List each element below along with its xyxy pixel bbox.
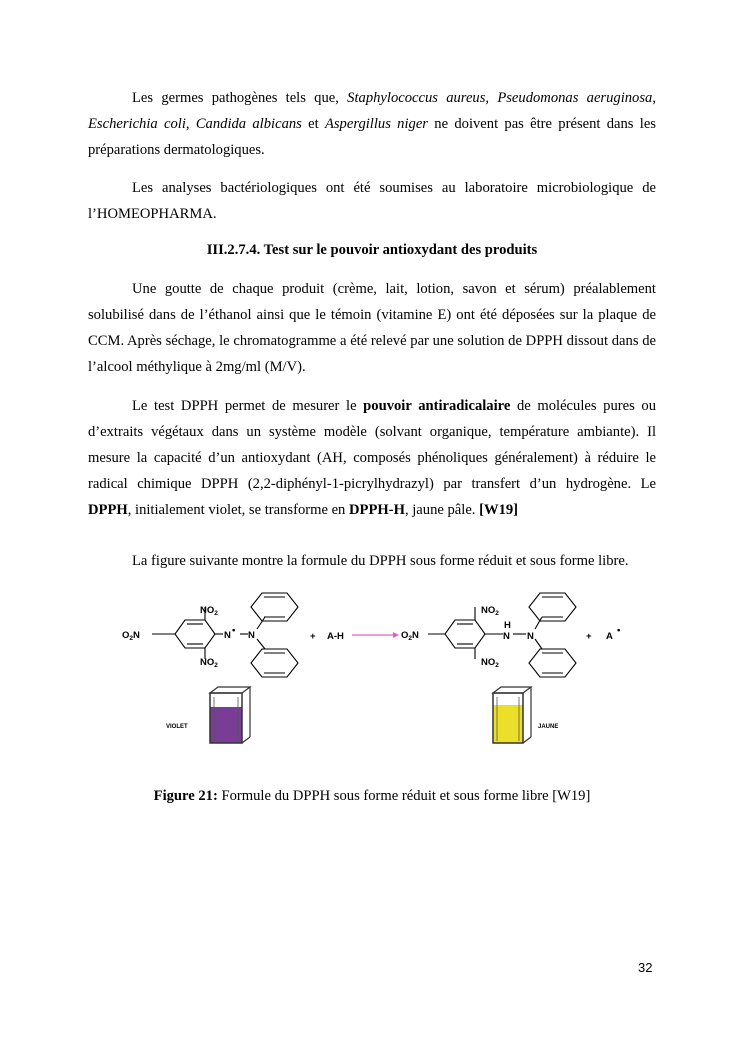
page-number: 32 bbox=[638, 960, 653, 975]
plus-sign-2: + bbox=[586, 631, 592, 642]
violet-cuvette bbox=[210, 687, 250, 743]
species-staphylococcus: Staphylococcus aureus bbox=[347, 90, 486, 106]
nitrogen-amine-left: N bbox=[248, 630, 255, 641]
figure-caption-text: Formule du DPPH sous forme réduit et sous forme libre [W19] bbox=[217, 788, 591, 804]
species-escherichia: Escherichia coli bbox=[88, 116, 186, 132]
o2n-left: $O_2N$ bbox=[122, 630, 140, 642]
reagent-ah: A-H bbox=[327, 631, 344, 642]
term-dpph: DPPH bbox=[88, 502, 128, 518]
species-pseudomonas: Pseudomonas aeruginosa bbox=[497, 90, 653, 106]
paragraph-figure-intro: La figure suivante montre la formule du DPPH sous forme réduit et sous forme libre. bbox=[132, 553, 629, 569]
paragraph-method: Une goutte de chaque produit (crème, lait, lotion, savon et sérum) préalablement solubilisé dans de l’éthanol ainsi que le témoin (vitamine E) ont été déposées sur la plaque de CCM. Après séchage, le chromatogramme a été relevé par une solution de DPPH dissout dans de l’alcool méthylique à 2mg/ml (M/V). bbox=[88, 281, 656, 375]
paragraph-bacteriology: Les analyses bactériologiques ont été soumises au laboratoire microbiologique de l’HOMEOPHARMA. bbox=[88, 180, 656, 222]
product-a: A bbox=[606, 631, 613, 642]
figure-caption bbox=[88, 786, 656, 806]
nitrogen-amine-right: N bbox=[527, 631, 534, 642]
hydrogen-atom: H bbox=[504, 620, 511, 631]
tube-label-jaune: JAUNE bbox=[538, 724, 559, 730]
dpph-reaction-figure bbox=[0, 585, 745, 755]
no2-bottom-left: $NO_2$ bbox=[200, 657, 218, 669]
species-candida: Candida albicans bbox=[195, 116, 302, 132]
radical-dot-left: • bbox=[232, 625, 236, 636]
o2n-right: $O_2N$ bbox=[401, 630, 419, 642]
figure-caption-label: Figure 21: bbox=[153, 788, 218, 804]
violet-solution bbox=[210, 707, 242, 743]
no2-bottom-right: $NO_2$ bbox=[481, 657, 499, 669]
reference-w19: [W19] bbox=[479, 502, 519, 518]
reaction-arrow-head bbox=[393, 632, 399, 638]
no2-top-right: $NO_2$ bbox=[481, 605, 499, 617]
term-dpph-h: DPPH-H bbox=[349, 502, 405, 518]
yellow-cuvette bbox=[493, 687, 531, 743]
paragraph-dpph-test: Le test DPPH permet de mesurer le pouvoir antiradicalaire de molécules pures ou d’extraits végétaux dans un système modèle (solvant organique, température ambiante). Il mesure la capacité d’un antioxydant (AH, composés phénoliques généralement) à réduire le radical chimique DPPH (2,2-diphényl-1-picrylhydrazyl) par transfert d’un hydrogène. Le DPPH, initialement violet, se transforme en DPPH-H, jaune pâle. [W19] bbox=[88, 398, 656, 518]
species-aspergillus: Aspergillus niger bbox=[324, 116, 428, 132]
paragraph-pathogens: Les germes pathogènes tels que, Staphylococcus aureus, Pseudomonas aeruginosa, Escherichia coli, Candida albicans et Aspergillus niger ne doivent pas être présent dans les préparations dermatologiques. bbox=[88, 90, 656, 158]
tube-label-violet: VIOLET bbox=[166, 724, 188, 730]
dpph-h-structure bbox=[428, 593, 576, 677]
nitrogen-radical-left: N bbox=[224, 630, 231, 641]
section-heading: III.2.7.4. Test sur le pouvoir antioxydant des produits bbox=[206, 242, 538, 258]
no2-top-left: $NO_2$ bbox=[200, 605, 218, 617]
plus-sign-1: + bbox=[310, 631, 316, 642]
yellow-solution bbox=[493, 705, 523, 743]
radical-dot-right: • bbox=[617, 625, 621, 636]
nitrogen-nh-right: N bbox=[503, 631, 510, 642]
term-antiradical: pouvoir antiradicalaire bbox=[363, 398, 511, 414]
